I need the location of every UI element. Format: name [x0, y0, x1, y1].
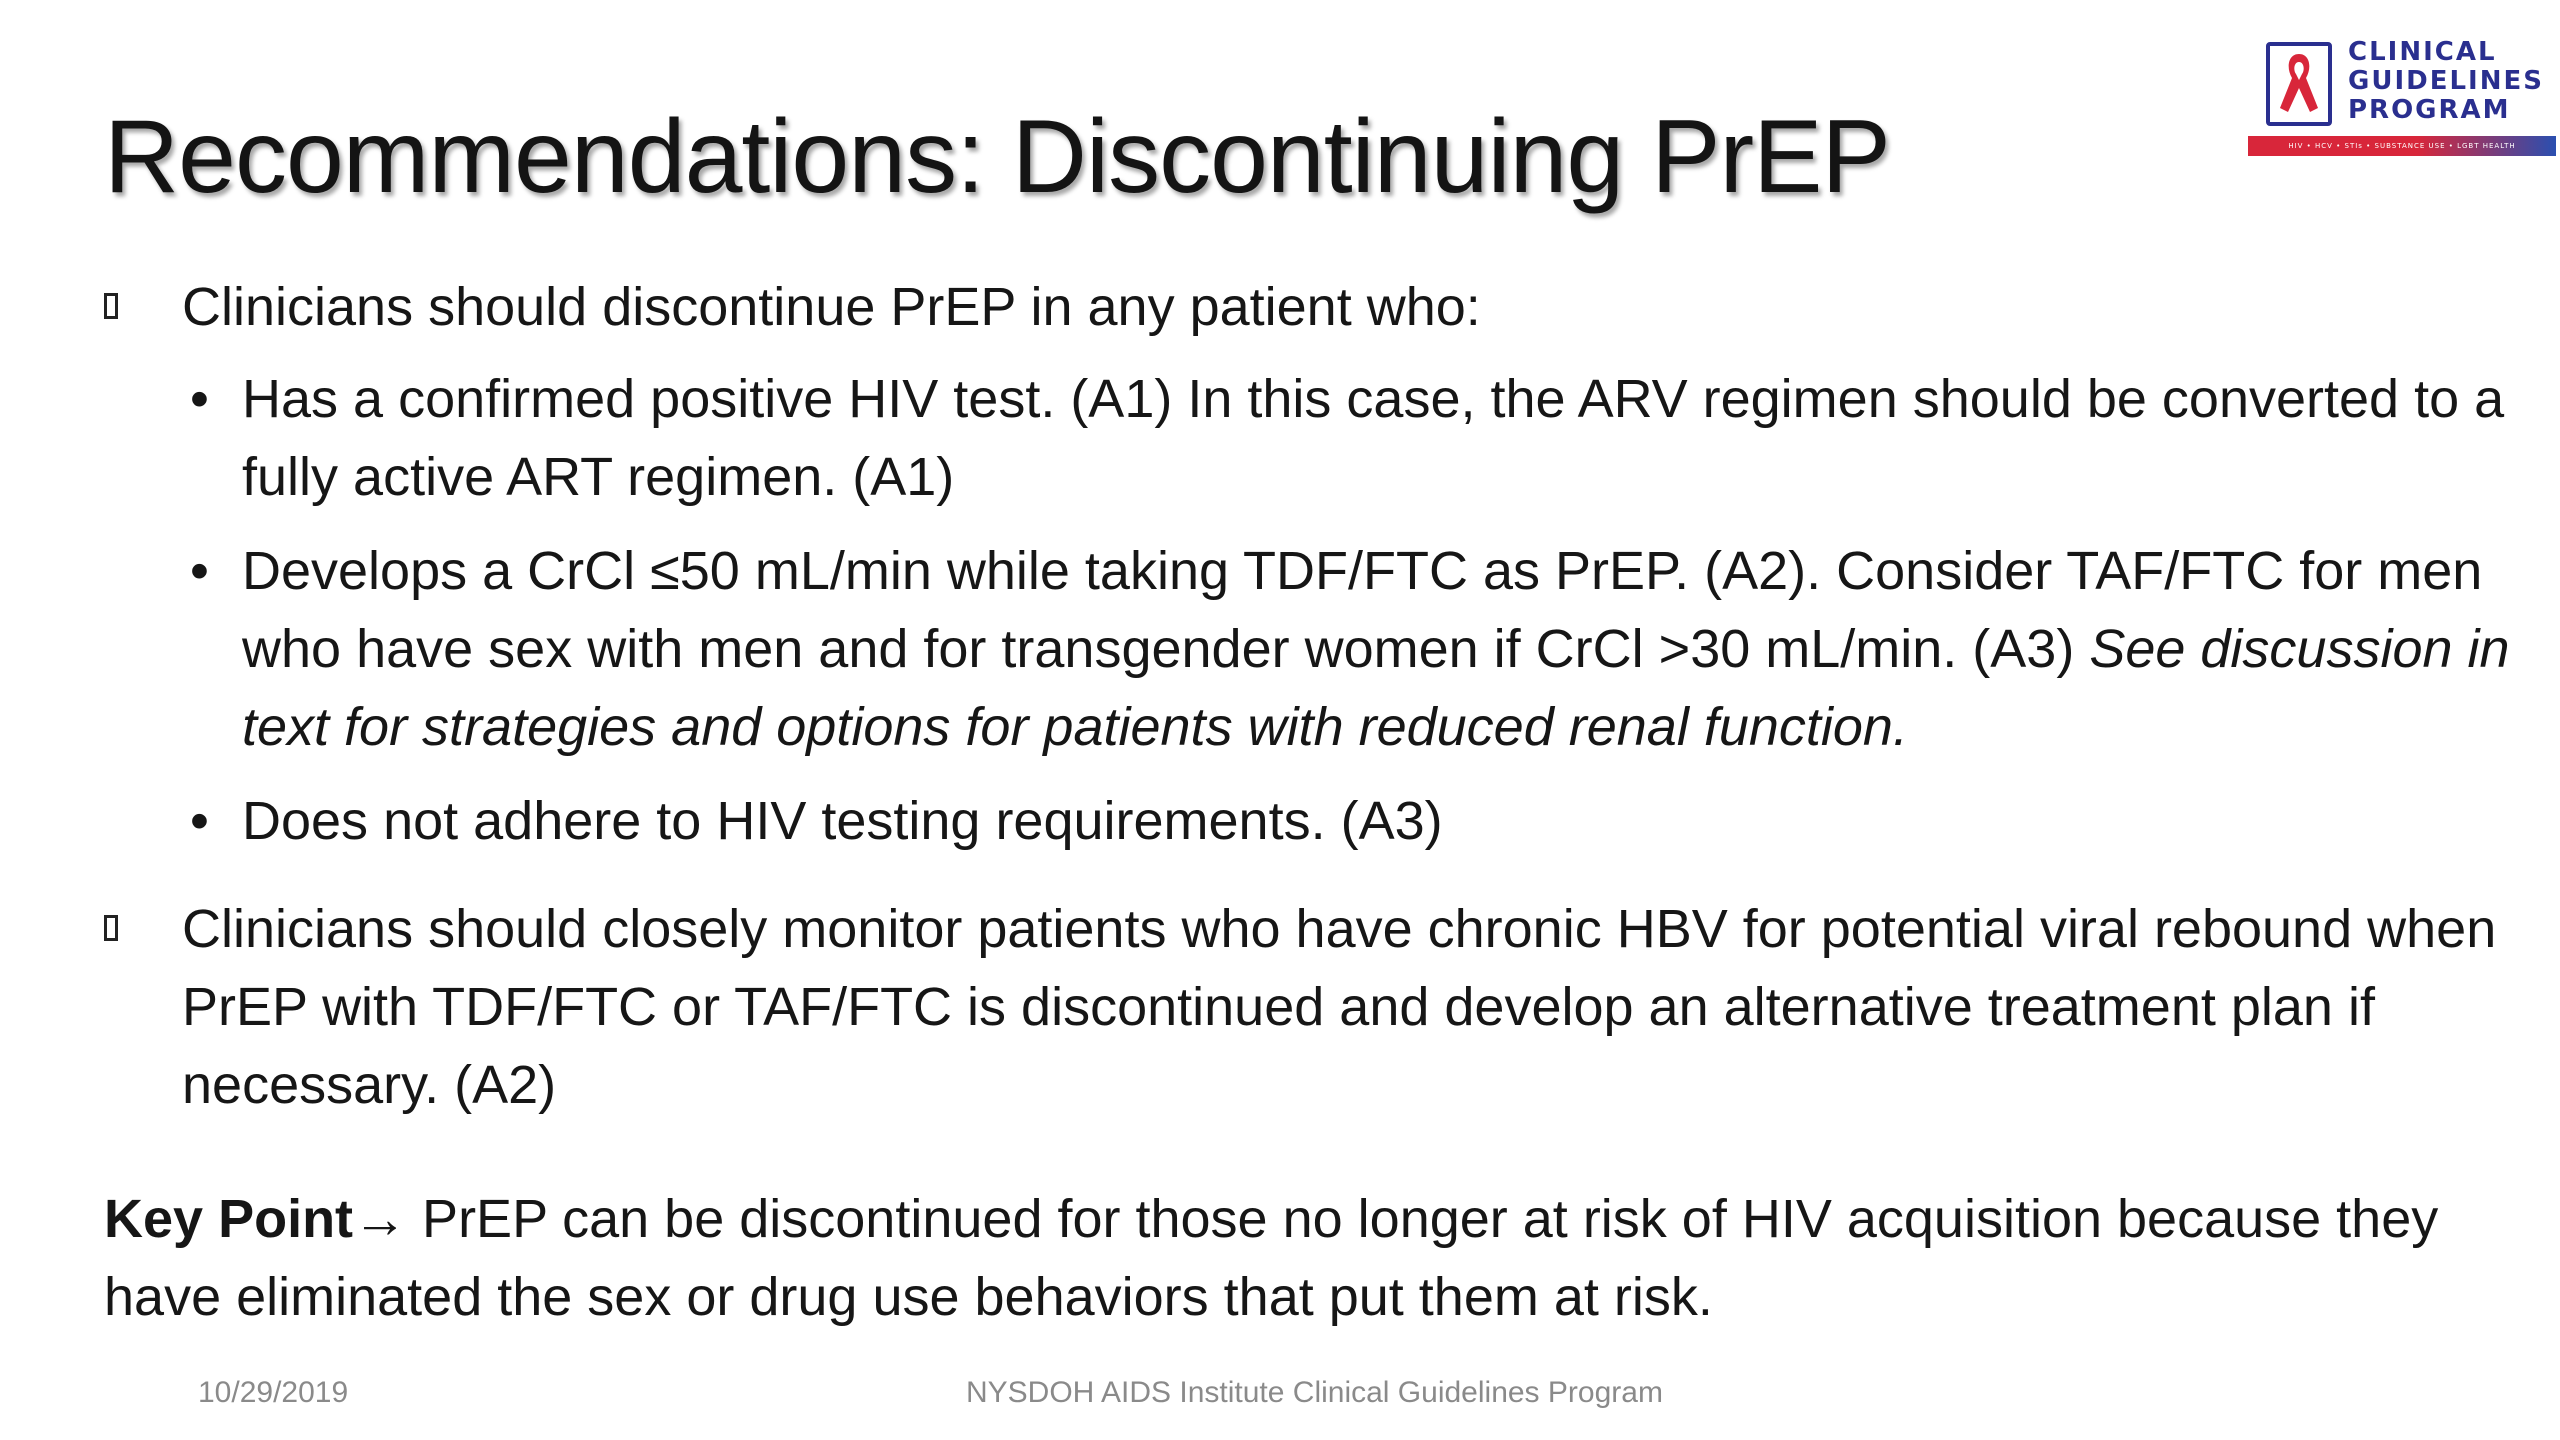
logo-wordmark	[2348, 38, 2544, 125]
logo-line-1: CLINICAL	[2348, 37, 2497, 67]
slide-title: Recommendations: Discontinuing PrEP	[104, 99, 1890, 215]
sub-bullet-item-2	[172, 532, 2514, 766]
sub-bullet-1-text: Has a confirmed positive HIV test. (A1) In this case, the ARV regimen should be converted to a fully active ART regimen. (A1)	[242, 369, 2505, 507]
slide-body	[104, 268, 2514, 1124]
dot-bullet-icon: •	[190, 369, 209, 429]
footer-program: NYSDOH AIDS Institute Clinical Guidelines Program	[966, 1376, 1663, 1409]
bullet-item-1	[104, 268, 2514, 860]
logo-line-3: PROGRAM	[2348, 95, 2511, 125]
bullet-item-2	[104, 890, 2514, 1124]
box-bullet-icon	[104, 890, 144, 968]
awareness-ribbon-icon	[2270, 46, 2328, 122]
box-bullet-icon	[104, 268, 144, 346]
dot-bullet-icon: •	[190, 541, 209, 601]
sub-bullet-2-italic-note: See discussion in text for strategies and options for patients with reduced renal function.	[242, 619, 2510, 757]
key-point-label: Key Point→	[104, 1189, 408, 1249]
bullet-2-text: Clinicians should closely monitor patients who have chronic HBV for potential viral rebound when PrEP with TDF/FTC or TAF/FTC is discontinued and develop an alternative treatment plan if necessary. (A2)	[182, 899, 2497, 1115]
key-point-text: PrEP can be discontinued for those no longer at risk of HIV acquisition because they have eliminated the sex or drug use behaviors that put them at risk.	[104, 1189, 2439, 1327]
logo-line-2: GUIDELINES	[2348, 66, 2544, 96]
bullet-1-text: Clinicians should discontinue PrEP in any patient who:	[182, 277, 1481, 337]
sub-bullet-item-1	[172, 360, 2514, 516]
clinical-guidelines-logo	[2248, 34, 2556, 164]
sub-bullet-3-text: Does not adhere to HIV testing requirements. (A3)	[242, 791, 1443, 851]
logo-tagline-strip: HIV • HCV • STIs • SUBSTANCE USE • LGBT HEALTH	[2248, 136, 2556, 156]
footer-date: 10/29/2019	[198, 1376, 349, 1409]
ribbon-logo-box	[2266, 42, 2332, 126]
sub-bullet-2-text: Develops a CrCl ≤50 mL/min while taking TDF/FTC as PrEP. (A2). Consider TAF/FTC for men who have sex with men and for transgender women if CrCl >30 mL/min. (A3)	[242, 541, 2483, 679]
dot-bullet-icon: •	[190, 791, 209, 851]
key-point	[104, 1180, 2524, 1336]
sub-bullet-list	[172, 360, 2514, 860]
sub-bullet-item-3	[172, 782, 2514, 860]
